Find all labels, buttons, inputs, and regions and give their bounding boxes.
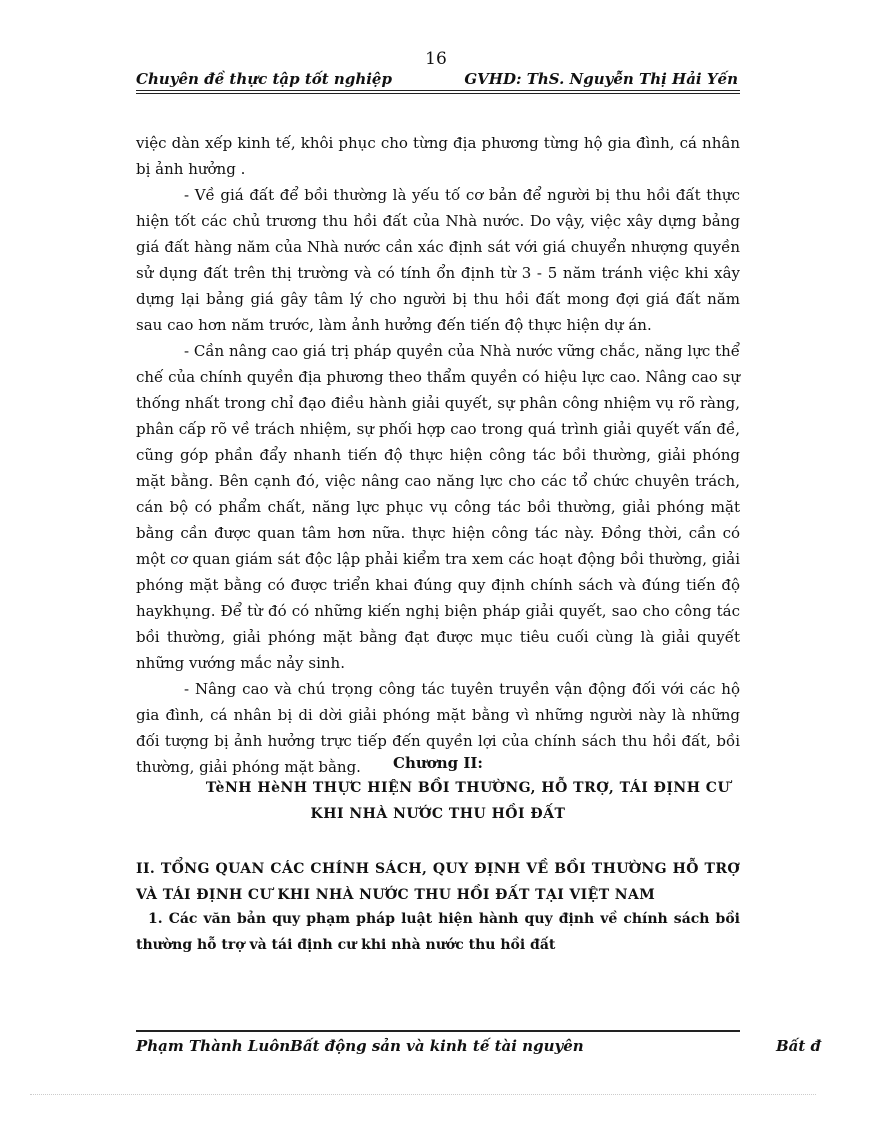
subsection-heading: 1. Các văn bản quy phạm pháp luật hiện hành quy định về chính sách bồi thường hỗ trợ và tái định cư khi nhà nước thu hồi đất [136,911,740,953]
footer-divider [136,1030,740,1032]
header-supervisor: GVHD: ThS. Nguyễn Thị Hải Yến [464,70,738,88]
footer-truncated-text: Bất đ [776,1037,822,1055]
page-number: 16 [425,49,447,69]
paragraph-propaganda: - Nâng cao và chú trọng công tác tuyên truyền vận động đối với các hộ gia đình, cá nhân bị di dời giải phóng mặt bằng vì những người này là những đối tượng bị ảnh hưởng trực tiếp đến quyền lợi của chính sách thu hồi đất, bồi thường, giải phóng mặt bằng. [136,680,740,776]
page-bottom-dotted-line [30,1094,816,1095]
chapter-title-line1: TèNH HèNH THỰC HIỆN BỒI THƯỜNG, HỖ TRỢ, TÁI ĐỊNH CƯ [205,780,731,796]
chapter-label: Chương II: [393,754,483,772]
paragraph-legal-capacity: - Cần nâng cao giá trị pháp quyền của Nhà nước vững chắc, năng lực thể chế của chính quyền địa phương theo thẩm quyền có hiệu lực cao. Nâng cao sự thống nhất trong chỉ đạo điều hành giải quyết, sự phân công nhiệm vụ rõ ràng, phân cấp rõ về trách nhiệm, sự phối hợp cao trong quá trình giải quyết vấn đề, cũng góp phần đẩy nhanh tiến độ thực hiện công tác bồi thường, giải phóng mặt bằng. Bên cạnh đó, việc nâng cao năng lực cho các tổ chức chuyên trách, cán bộ có phẩm chất, năng lực phục vụ công tác bồi thường, giải phóng mặt bằng cần được quan tâm hơn nữa. thực hiện công tác này. Đồng thời, cần có một cơ quan giám sát độc lập phải kiểm tra xem các hoạt động bồi thường, giải phóng mặt bằng có được triển khai đúng quy định chính sách và đúng tiến độ haykhụng. Để từ đó có những kiến nghị biện pháp giải quyết, sao cho công tác bồi thường, giải phóng mặt bằng đạt được mục tiêu cuối cùng là giải quyết những vướng mắc nảy sinh. [136,342,740,672]
footer-author: Phạm Thành LuônBất động sản và kinh tế tài nguyên [136,1037,584,1055]
section-heading: II. TỔNG QUAN CÁC CHÍNH SÁCH, QUY ĐỊNH VỀ BỒI THƯỜNG HỖ TRỢ VÀ TÁI ĐỊNH CƯ KHI NHÀ NƯỚC THU HỒI ĐẤT TẠI VIỆT NAM [136,861,740,903]
body-text [136,130,740,780]
paragraph-continuation: việc dàn xếp kinh tế, khôi phục cho từng địa phương từng hộ gia đình, cá nhân bị ảnh hưởng . [136,134,740,178]
header-thesis-title: Chuyên đề thực tập tốt nghiệp [136,70,392,88]
header-divider [136,90,740,94]
paragraph-land-price: - Về giá đất để bồi thường là yếu tố cơ bản để người bị thu hồi đất thực hiện tốt các chủ trương thu hồi đất của Nhà nước. Do vậy, việc xây dựng bảng giá đất hàng năm của Nhà nước cần xác định sát với giá chuyển nhượng quyền sử dụng đất trên thị trường và có tính ổn định từ 3 - 5 năm tránh việc khi xây dựng lại bảng giá gây tâm lý cho người bị thu hồi đất mong đợi giá đất năm sau cao hơn năm trước, làm ảnh hưởng đến tiến độ thực hiện dự án. [136,186,740,334]
chapter-title-line2: KHI NHÀ NƯỚC THU HỒI ĐẤT [310,806,566,822]
